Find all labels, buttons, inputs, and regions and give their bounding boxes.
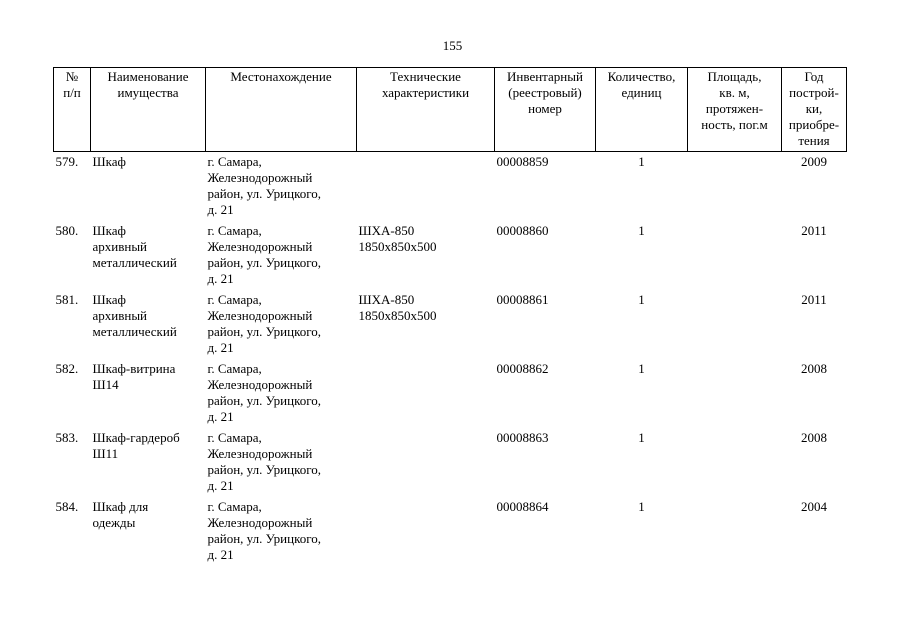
cell-inventory: 00008864 [496, 499, 549, 514]
cell-tech [357, 497, 495, 566]
header-name: Наименование имущества [91, 68, 206, 152]
table-row [54, 359, 847, 428]
cell-quantity: 1 [638, 430, 645, 445]
header-year: Год построй- ки, приобре- тения [782, 68, 847, 152]
cell-area [688, 428, 782, 497]
cell-area [688, 290, 782, 359]
table-body [54, 152, 847, 567]
cell-year: 2009 [801, 154, 827, 169]
cell-location: г. Самара, Железнодорожный район, ул. Урицкого, д. 21 [207, 223, 321, 286]
cell-quantity: 1 [638, 499, 645, 514]
cell-inventory: 00008859 [496, 154, 549, 169]
cell-tech [357, 359, 495, 428]
cell-quantity: 1 [638, 154, 645, 169]
table-row [54, 152, 847, 222]
cell-num: 579. [55, 154, 79, 169]
cell-location: г. Самара, Железнодорожный район, ул. Урицкого, д. 21 [207, 292, 321, 355]
table-row [54, 290, 847, 359]
cell-year: 2008 [801, 361, 827, 376]
cell-tech: ШХА-850 1850х850х500 [358, 292, 437, 323]
cell-name: Шкаф-витрина Ш14 [92, 361, 176, 392]
header-num: № п/п [54, 68, 91, 152]
cell-tech: ШХА-850 1850х850х500 [358, 223, 437, 254]
table-row [54, 428, 847, 497]
cell-name: Шкаф [92, 154, 126, 169]
cell-year: 2011 [801, 292, 827, 307]
header-quantity: Количество, единиц [596, 68, 688, 152]
cell-quantity: 1 [638, 361, 645, 376]
cell-num: 582. [55, 361, 79, 376]
cell-tech [357, 152, 495, 222]
header-location: Местонахождение [206, 68, 357, 152]
cell-num: 584. [55, 499, 79, 514]
header-area: Площадь, кв. м, протяжен- ность, пог.м [688, 68, 782, 152]
cell-inventory: 00008863 [496, 430, 549, 445]
cell-year: 2008 [801, 430, 827, 445]
table-header-row [54, 68, 847, 152]
cell-quantity: 1 [638, 292, 645, 307]
cell-name: Шкаф архивный металлический [92, 223, 177, 270]
cell-area [688, 152, 782, 222]
cell-tech [357, 428, 495, 497]
cell-location: г. Самара, Железнодорожный район, ул. Урицкого, д. 21 [207, 430, 321, 493]
cell-name: Шкаф архивный металлический [92, 292, 177, 339]
cell-inventory: 00008860 [496, 223, 549, 238]
cell-name: Шкаф-гардероб Ш11 [92, 430, 180, 461]
property-table [53, 67, 847, 566]
table-row [54, 497, 847, 566]
cell-area [688, 221, 782, 290]
header-inventory: Инвентарный (реестровый) номер [495, 68, 596, 152]
page-number: 155 [442, 38, 463, 53]
cell-location: г. Самара, Железнодорожный район, ул. Урицкого, д. 21 [207, 499, 321, 562]
header-tech: Технические характеристики [357, 68, 495, 152]
cell-num: 583. [55, 430, 79, 445]
table-row [54, 221, 847, 290]
cell-inventory: 00008862 [496, 361, 549, 376]
cell-location: г. Самара, Железнодорожный район, ул. Урицкого, д. 21 [207, 361, 321, 424]
cell-quantity: 1 [638, 223, 645, 238]
cell-year: 2004 [801, 499, 827, 514]
cell-inventory: 00008861 [496, 292, 549, 307]
cell-year: 2011 [801, 223, 827, 238]
cell-location: г. Самара, Железнодорожный район, ул. Урицкого, д. 21 [207, 154, 321, 217]
cell-num: 580. [55, 223, 79, 238]
cell-area [688, 497, 782, 566]
cell-num: 581. [55, 292, 79, 307]
cell-name: Шкаф для одежды [92, 499, 149, 530]
cell-area [688, 359, 782, 428]
